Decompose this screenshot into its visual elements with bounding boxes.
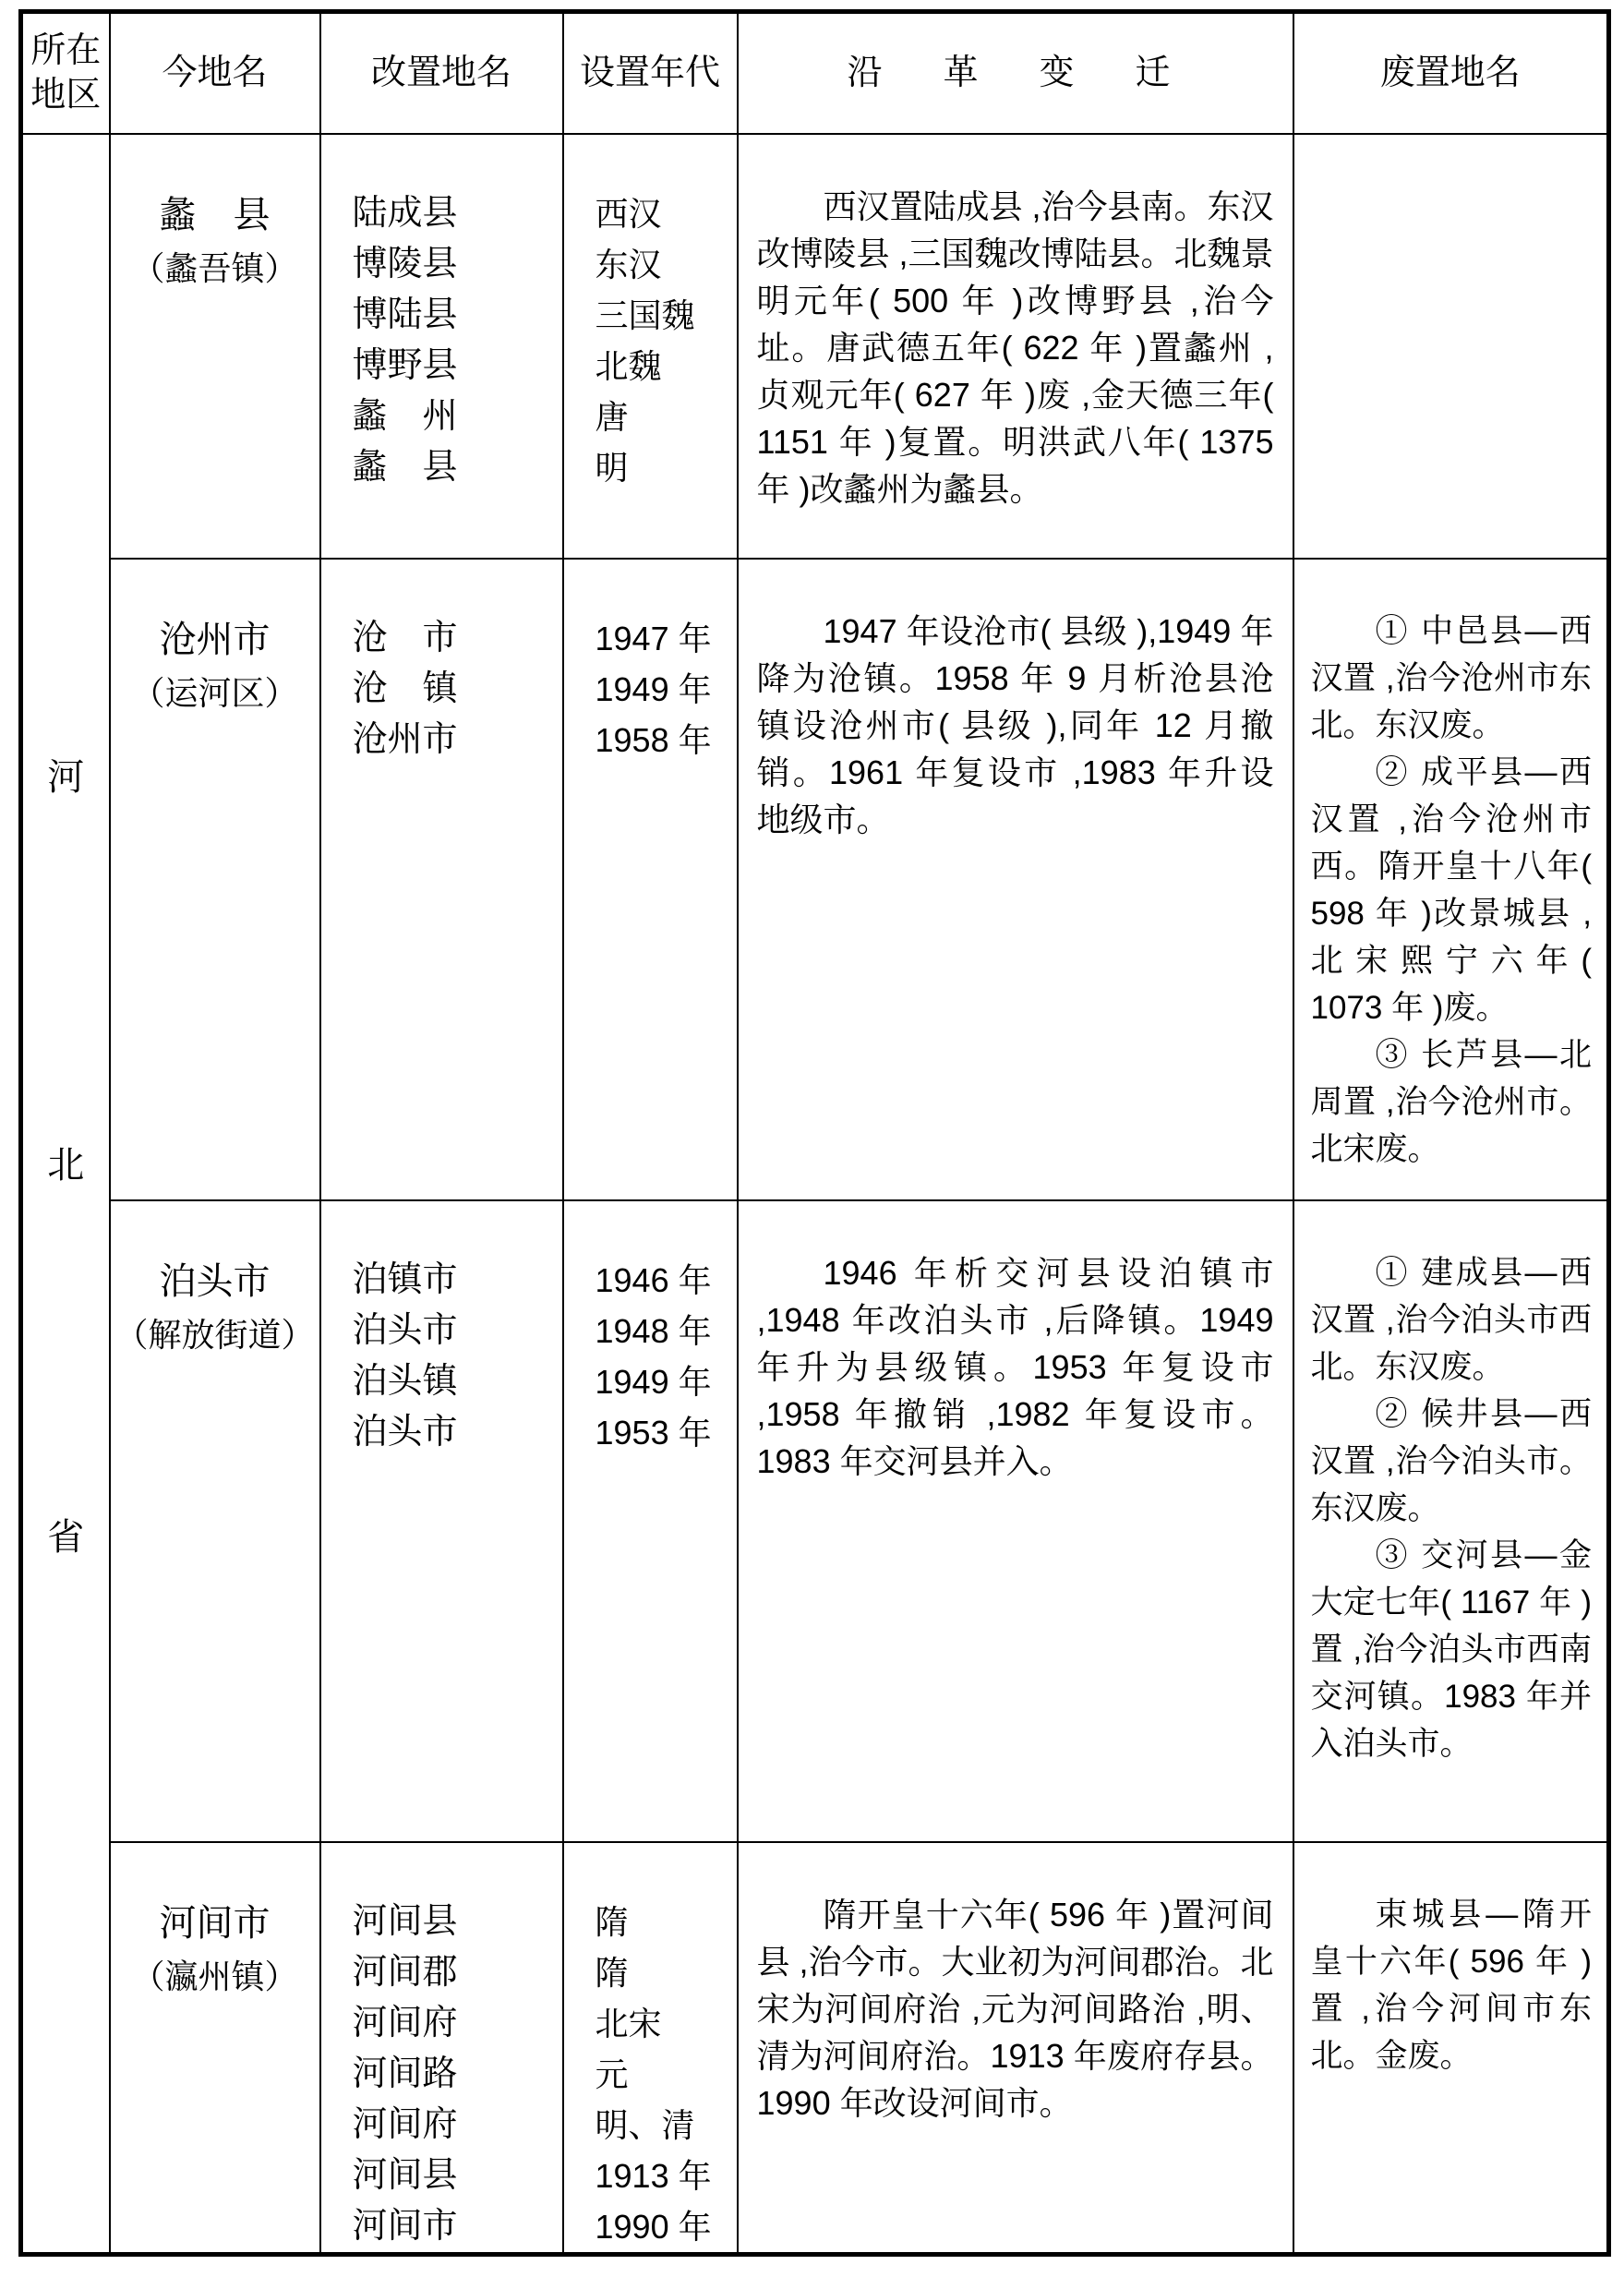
renamed-item: 沧州市: [352, 719, 458, 759]
renamed-cell: [320, 1200, 563, 1842]
today-name-cell: [110, 559, 320, 1200]
era-item: 1958 年: [595, 720, 712, 759]
renamed-item: 河间府: [352, 2104, 458, 2144]
today-paren: （运河区）: [131, 673, 298, 712]
renamed-item: 河间府: [352, 2003, 458, 2042]
era-cell: [563, 559, 738, 1200]
evolution-cell: [738, 1842, 1293, 2255]
placename-history-table: [18, 9, 1611, 2257]
abolished-item: ① 建成县—西汉置 ,治今泊头市西北。东汉废。: [1310, 1254, 1592, 1385]
renamed-item: 蠡 州: [352, 396, 458, 436]
renamed-item: 泊头市: [352, 1412, 458, 1452]
renamed-item: 河间郡: [352, 1952, 458, 1992]
era-item: 北魏: [595, 346, 662, 385]
header-row: [21, 12, 1609, 134]
abolished-cell: [1293, 559, 1609, 1200]
era-cell: [563, 134, 738, 559]
column-header-today: 今地名: [110, 12, 320, 134]
today-name-cell: [110, 134, 320, 559]
column-header-evolution: 沿 革 变 迁: [738, 12, 1293, 134]
abolished-item: ② 候井县—西汉置 ,治今泊头市。东汉废。: [1310, 1395, 1592, 1526]
era-item: 隋: [595, 1902, 629, 1941]
column-header-era: 设置年代: [563, 12, 738, 134]
abolished-item: ② 成平县—西汉置 ,治今沧州市西。隋开皇十八年( 598 年 )改景城县 ,北宋熙宁六年( 1073 年 )废。: [1310, 753, 1592, 1026]
era-item: 元: [595, 2054, 629, 2093]
era-item: 明、清: [595, 2105, 695, 2144]
region-char: 北: [47, 1144, 85, 1186]
renamed-item: 河间县: [352, 2155, 458, 2195]
renamed-item: 沧 镇: [352, 669, 458, 708]
era-item: 隋: [595, 1953, 629, 1992]
abolished-cell: [1293, 1200, 1609, 1842]
renamed-item: 河间路: [352, 2054, 458, 2093]
era-item: 北宋: [595, 2004, 662, 2042]
table-row: [21, 1200, 1609, 1842]
today-name-cell: [110, 1200, 320, 1842]
renamed-cell: [320, 134, 563, 559]
renamed-item: 泊镇市: [352, 1259, 458, 1299]
evolution-text: 隋开皇十六年( 596 年 )置河间县 ,治今市。大业初为河间郡治。北宋为河间府治 ,元为河间路治 ,明、清为河间府治。1913 年废府存县。1990 年改设河间市。: [756, 1895, 1274, 2122]
era-item: 唐: [595, 397, 629, 436]
renamed-cell: [320, 559, 563, 1200]
table-row: [21, 134, 1609, 559]
renamed-item: 蠡 县: [352, 447, 458, 487]
era-item: 三国魏: [595, 295, 695, 334]
today-paren: （瀛州镇）: [131, 1957, 298, 1995]
era-item: 1948 年: [595, 1311, 712, 1350]
column-header-region: 所在地区: [21, 12, 110, 134]
era-item: 明: [595, 448, 629, 487]
today-name: 蠡 县: [159, 194, 271, 235]
evolution-text: 1947 年设沧市( 县级 ),1949 年降为沧镇。1958 年 9 月析沧县沧镇设沧州市( 县级 ),同年 12 月撤销。1961 年复设市 ,1983 年升设地级市。: [756, 611, 1274, 838]
renamed-cell: [320, 1842, 563, 2255]
renamed-item: 河间市: [352, 2206, 458, 2246]
era-item: 1946 年: [595, 1260, 712, 1299]
today-paren: （蠡吾镇）: [131, 248, 298, 287]
era-item: 1949 年: [595, 669, 712, 708]
table-row: [21, 1842, 1609, 2255]
renamed-item: 河间县: [352, 1901, 458, 1941]
era-item: 1913 年: [595, 2156, 712, 2195]
abolished-item: ③ 长芦县—北周置 ,治今沧州市。北宋废。: [1310, 1036, 1592, 1167]
renamed-item: 博野县: [352, 345, 458, 385]
era-cell: [563, 1842, 738, 2255]
evolution-text: 1946 年析交河县设泊镇市 ,1948 年改泊头市 ,后降镇。1949 年升为县级镇。1953 年复设市 ,1958 年撤销 ,1982 年复设市。1983 年交河县并入。: [756, 1253, 1274, 1480]
abolished-item: ① 中邑县—西汉置 ,治今沧州市东北。东汉废。: [1310, 612, 1592, 743]
region-char: 河: [47, 756, 85, 798]
today-paren: （解放街道）: [114, 1315, 315, 1354]
evolution-text: 西汉置陆成县 ,治今县南。东汉改博陵县 ,三国魏改博陆县。北魏景明元年( 500 年 )改博野县 ,治今址。唐武德五年( 622 年 )置蠡州 ,贞观元年( 627 年 )废 ,金天德三年( 1151 年 )复置。明洪武八年( 1375 年 )改蠡州为蠡县。: [756, 187, 1274, 508]
region-char: 省: [47, 1517, 85, 1559]
era-item: 1949 年: [595, 1362, 712, 1401]
era-item: 西汉: [595, 194, 662, 233]
era-item: 东汉: [595, 245, 662, 283]
table-row: [21, 559, 1609, 1200]
today-name: 泊头市: [159, 1260, 271, 1302]
renamed-item: 博陆县: [352, 295, 458, 334]
abolished-cell: [1293, 1842, 1609, 2255]
today-name: 沧州市: [159, 619, 271, 660]
column-header-abolished: 废置地名: [1293, 12, 1609, 134]
renamed-item: 陆成县: [352, 193, 458, 233]
era-item: 1990 年: [595, 2207, 712, 2246]
abolished-item: 束城县—隋开皇十六年( 596 年 )置 ,治今河间市东北。金废。: [1310, 1896, 1592, 2074]
evolution-cell: [738, 1200, 1293, 1842]
today-name-cell: [110, 1842, 320, 2255]
evolution-cell: [738, 134, 1293, 559]
abolished-item: ③ 交河县—金大定七年( 1167 年 )置 ,治今泊头市西南交河镇。1983 年并入泊头市。: [1310, 1536, 1592, 1762]
era-cell: [563, 1200, 738, 1842]
today-name: 河间市: [159, 1902, 271, 1944]
era-item: 1953 年: [595, 1413, 712, 1452]
abolished-cell: [1293, 134, 1609, 559]
renamed-item: 泊头市: [352, 1310, 458, 1350]
renamed-item: 博陵县: [352, 244, 458, 283]
column-header-renamed: 改置地名: [320, 12, 563, 134]
era-item: 1947 年: [595, 619, 712, 657]
evolution-cell: [738, 559, 1293, 1200]
renamed-item: 沧 市: [352, 618, 458, 657]
region-cell: [21, 134, 110, 2255]
renamed-item: 泊头镇: [352, 1361, 458, 1401]
